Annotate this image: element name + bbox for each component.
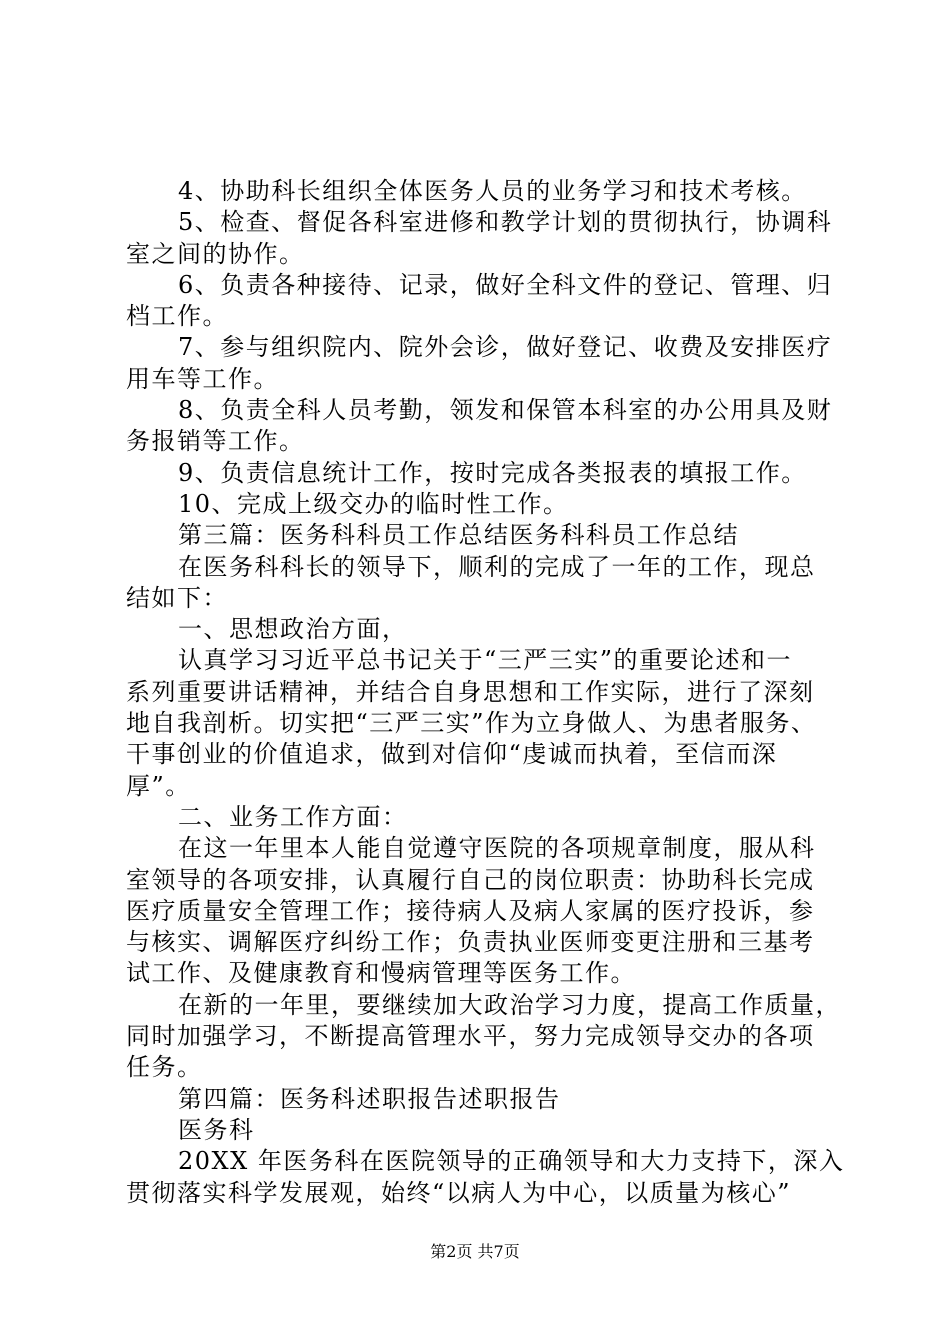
text-line: 6、负责各种接待、记录，做好全科文件的登记、管理、归 [178, 270, 833, 299]
text-line: 一、思想政治方面， [178, 615, 408, 644]
text-line: 二、业务工作方面： [178, 802, 408, 831]
text-line: 务报销等工作。 [126, 427, 305, 456]
text-line: 室之间的协作。 [126, 239, 305, 268]
text-line: 结如下： [126, 583, 228, 612]
text-line: 试工作、及健康教育和慢病管理等医务工作。 [126, 959, 636, 988]
text-line: 地自我剖析。切实把“三严三实”作为立身做人、为患者服务、 [126, 709, 817, 738]
text-line: 医务科 [178, 1115, 255, 1144]
text-line: 在新的一年里，要继续加大政治学习力度，提高工作质量， [178, 990, 841, 1019]
text-line: 用车等工作。 [126, 364, 279, 393]
document-body [126, 176, 845, 1209]
text-line: 第四篇：医务科述职报告述职报告 [178, 1084, 561, 1113]
text-line: 9、负责信息统计工作，按时完成各类报表的填报工作。 [178, 458, 807, 487]
text-line: 档工作。 [126, 302, 228, 331]
text-line: 在医务科科长的领导下，顺利的完成了一年的工作，现总 [178, 552, 816, 581]
text-line: 10、完成上级交办的临时性工作。 [178, 489, 569, 518]
text-line: 4、协助科长组织全体医务人员的业务学习和技术考核。 [178, 177, 807, 205]
page-footer: 第2页 共7页 [430, 1242, 520, 1261]
text-line: 厚”。 [126, 771, 191, 800]
text-line: 5、检查、督促各科室进修和教学计划的贯彻执行，协调科 [178, 208, 833, 237]
text-line: 系列重要讲话精神，并结合自身思想和工作实际，进行了深刻 [126, 677, 815, 706]
text-line: 室领导的各项安排，认真履行自己的岗位职责：协助科长完成 [126, 865, 815, 894]
text-line: 8、负责全科人员考勤，领发和保管本科室的办公用具及财 [178, 396, 833, 425]
text-line: 在这一年里本人能自觉遵守医院的各项规章制度，服从科 [178, 834, 816, 863]
text-line: 医疗质量安全管理工作；接待病人及病人家属的医疗投诉，参 [126, 896, 815, 925]
text-line: 20XX 年医务科在医院领导的正确领导和大力支持下，深入 [178, 1147, 845, 1176]
text-line: 任务。 [126, 1053, 203, 1082]
text-line: 认真学习习近平总书记关于“三严三实”的重要论述和一 [178, 646, 793, 675]
text-line: 贯彻落实科学发展观，始终“以病人为中心，以质量为核心” [126, 1178, 792, 1207]
text-line: 与核实、调解医疗纠纷工作；负责执业医师变更注册和三基考 [126, 928, 815, 957]
text-line: 7、参与组织院内、院外会诊，做好登记、收费及安排医疗 [178, 333, 833, 362]
text-line: 第三篇：医务科科员工作总结医务科科员工作总结 [178, 521, 739, 550]
text-line: 干事创业的价值追求，做到对信仰“虔诚而执着，至信而深 [126, 740, 778, 769]
text-line: 同时加强学习，不断提高管理水平，努力完成领导交办的各项 [126, 1022, 815, 1051]
